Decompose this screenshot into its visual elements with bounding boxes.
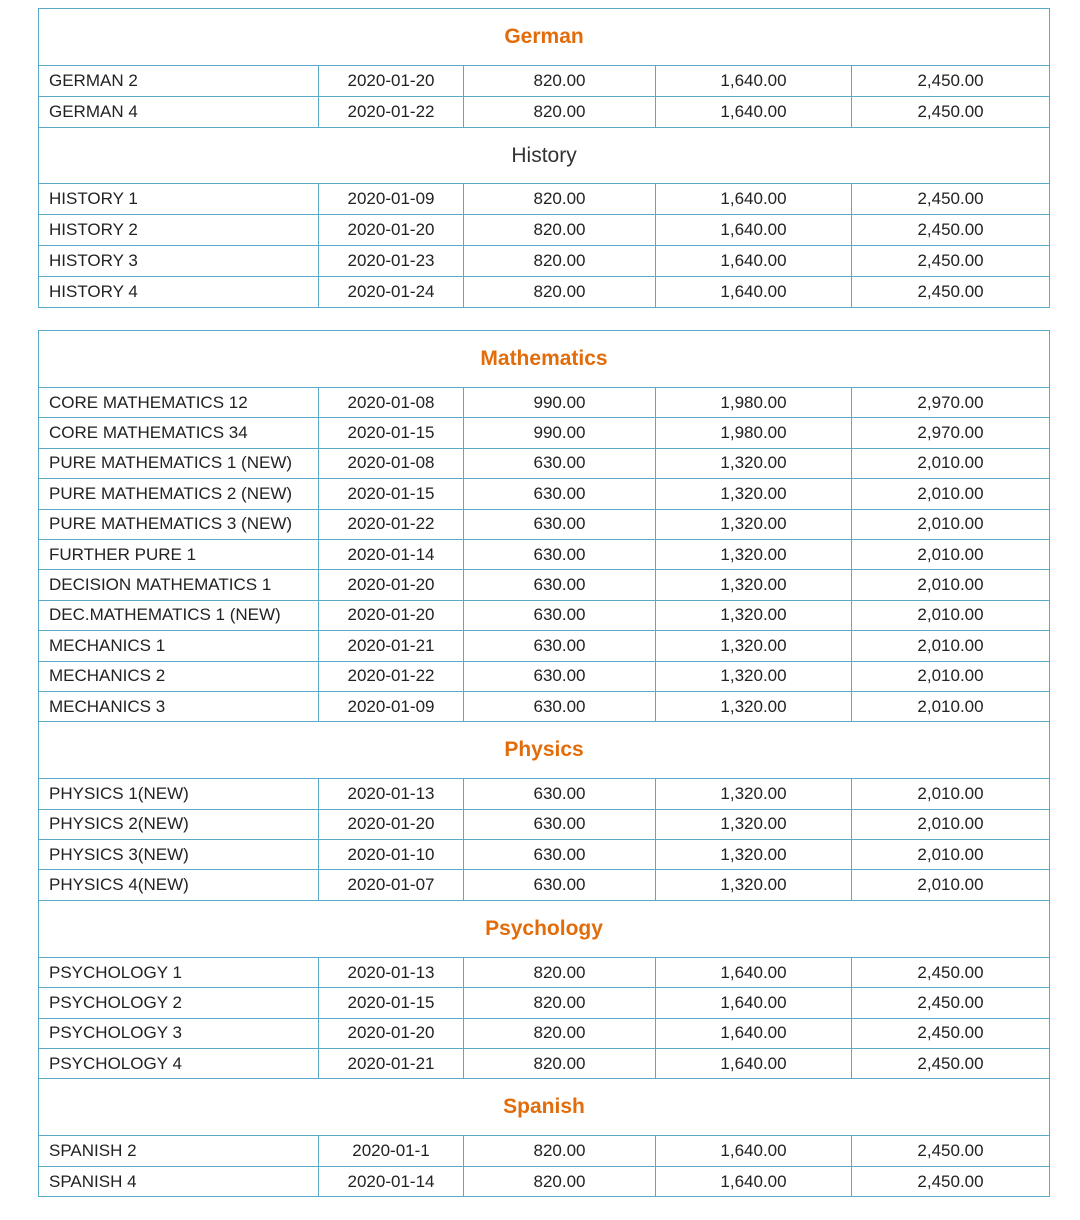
fee-cell: 1,320.00	[656, 691, 852, 721]
date-cell: 2020-01-09	[319, 691, 464, 721]
fee-cell: 1,980.00	[656, 418, 852, 448]
table-row	[39, 66, 1050, 97]
fee-cell: 2,010.00	[852, 840, 1050, 870]
section-header-row	[39, 9, 1050, 66]
fee-cell: 820.00	[464, 1049, 656, 1079]
table-row	[39, 448, 1050, 478]
fee-cell: 2,010.00	[852, 631, 1050, 661]
section-header-row	[39, 900, 1050, 957]
table-row	[39, 1018, 1050, 1048]
date-cell: 2020-01-20	[319, 66, 464, 97]
fee-cell: 2,010.00	[852, 600, 1050, 630]
subject-cell: CORE MATHEMATICS 34	[39, 418, 319, 448]
fee-cell: 2,010.00	[852, 870, 1050, 900]
table-row	[39, 509, 1050, 539]
fee-cell: 2,450.00	[852, 215, 1050, 246]
date-cell: 2020-01-20	[319, 215, 464, 246]
table-row	[39, 277, 1050, 308]
fee-cell: 1,320.00	[656, 600, 852, 630]
fee-cell: 2,970.00	[852, 388, 1050, 418]
section-title-history: History	[39, 128, 1050, 184]
fee-cell: 1,640.00	[656, 66, 852, 97]
fee-cell: 820.00	[464, 1136, 656, 1166]
date-cell: 2020-01-1	[319, 1136, 464, 1166]
fee-cell: 1,980.00	[656, 388, 852, 418]
fee-cell: 1,320.00	[656, 870, 852, 900]
fee-cell: 820.00	[464, 988, 656, 1018]
fee-cell: 2,010.00	[852, 509, 1050, 539]
table-row	[39, 691, 1050, 721]
fee-cell: 2,010.00	[852, 691, 1050, 721]
fee-cell: 2,450.00	[852, 246, 1050, 277]
date-cell: 2020-01-10	[319, 840, 464, 870]
date-cell: 2020-01-15	[319, 988, 464, 1018]
section-title-physics: Physics	[39, 722, 1050, 779]
date-cell: 2020-01-22	[319, 509, 464, 539]
fee-cell: 2,010.00	[852, 570, 1050, 600]
subject-cell: PSYCHOLOGY 4	[39, 1049, 319, 1079]
table-row	[39, 184, 1050, 215]
fee-cell: 1,320.00	[656, 448, 852, 478]
section-header-row	[39, 722, 1050, 779]
exam-fees-table-bottom	[38, 330, 1050, 1197]
subject-cell: SPANISH 4	[39, 1166, 319, 1196]
table-row	[39, 779, 1050, 809]
fee-cell: 2,450.00	[852, 1136, 1050, 1166]
fee-cell: 2,450.00	[852, 957, 1050, 987]
fee-cell: 1,640.00	[656, 215, 852, 246]
subject-cell: HISTORY 1	[39, 184, 319, 215]
fee-cell: 820.00	[464, 957, 656, 987]
fee-cell: 2,450.00	[852, 1018, 1050, 1048]
date-cell: 2020-01-15	[319, 479, 464, 509]
fee-cell: 2,010.00	[852, 539, 1050, 569]
subject-cell: DECISION MATHEMATICS 1	[39, 570, 319, 600]
fee-cell: 2,010.00	[852, 809, 1050, 839]
subject-cell: MECHANICS 2	[39, 661, 319, 691]
fee-cell: 1,640.00	[656, 277, 852, 308]
subject-cell: PHYSICS 3(NEW)	[39, 840, 319, 870]
section-header-row	[39, 128, 1050, 184]
fee-cell: 2,450.00	[852, 1049, 1050, 1079]
fee-cell: 630.00	[464, 661, 656, 691]
fee-cell: 2,450.00	[852, 988, 1050, 1018]
section-header-row	[39, 331, 1050, 388]
table-row	[39, 97, 1050, 128]
fee-cell: 1,320.00	[656, 779, 852, 809]
fee-cell: 1,320.00	[656, 631, 852, 661]
date-cell: 2020-01-08	[319, 388, 464, 418]
fee-cell: 630.00	[464, 840, 656, 870]
date-cell: 2020-01-22	[319, 97, 464, 128]
table-row	[39, 1166, 1050, 1196]
fee-cell: 1,320.00	[656, 840, 852, 870]
table-row	[39, 600, 1050, 630]
date-cell: 2020-01-15	[319, 418, 464, 448]
table-row	[39, 1136, 1050, 1166]
fee-cell: 1,640.00	[656, 988, 852, 1018]
fee-cell: 820.00	[464, 215, 656, 246]
fee-cell: 630.00	[464, 779, 656, 809]
date-cell: 2020-01-14	[319, 1166, 464, 1196]
fee-cell: 820.00	[464, 1166, 656, 1196]
date-cell: 2020-01-24	[319, 277, 464, 308]
fee-cell: 2,450.00	[852, 184, 1050, 215]
date-cell: 2020-01-13	[319, 957, 464, 987]
fee-cell: 2,450.00	[852, 97, 1050, 128]
fee-cell: 1,320.00	[656, 539, 852, 569]
subject-cell: HISTORY 4	[39, 277, 319, 308]
date-cell: 2020-01-21	[319, 1049, 464, 1079]
section-title-spanish: Spanish	[39, 1079, 1050, 1136]
table-row	[39, 215, 1050, 246]
subject-cell: HISTORY 2	[39, 215, 319, 246]
section-header-row	[39, 1079, 1050, 1136]
table-row	[39, 661, 1050, 691]
table-row	[39, 539, 1050, 569]
fee-cell: 820.00	[464, 184, 656, 215]
fee-cell: 1,320.00	[656, 479, 852, 509]
section-title-german: German	[39, 9, 1050, 66]
fee-cell: 630.00	[464, 448, 656, 478]
fee-cell: 1,640.00	[656, 1166, 852, 1196]
subject-cell: CORE MATHEMATICS 12	[39, 388, 319, 418]
date-cell: 2020-01-13	[319, 779, 464, 809]
section-title-psychology: Psychology	[39, 900, 1050, 957]
fee-cell: 1,640.00	[656, 1018, 852, 1048]
fee-cell: 990.00	[464, 418, 656, 448]
section-title-mathematics: Mathematics	[39, 331, 1050, 388]
fee-cell: 1,640.00	[656, 957, 852, 987]
subject-cell: PSYCHOLOGY 3	[39, 1018, 319, 1048]
subject-cell: PURE MATHEMATICS 2 (NEW)	[39, 479, 319, 509]
date-cell: 2020-01-09	[319, 184, 464, 215]
table-row	[39, 388, 1050, 418]
subject-cell: PURE MATHEMATICS 3 (NEW)	[39, 509, 319, 539]
subject-cell: PHYSICS 4(NEW)	[39, 870, 319, 900]
date-cell: 2020-01-20	[319, 809, 464, 839]
subject-cell: MECHANICS 3	[39, 691, 319, 721]
date-cell: 2020-01-22	[319, 661, 464, 691]
table-row	[39, 1049, 1050, 1079]
exam-fees-table-top	[38, 8, 1050, 308]
fee-cell: 820.00	[464, 97, 656, 128]
subject-cell: FURTHER PURE 1	[39, 539, 319, 569]
fee-cell: 2,010.00	[852, 448, 1050, 478]
fee-cell: 2,010.00	[852, 661, 1050, 691]
fee-cell: 2,010.00	[852, 779, 1050, 809]
fee-cell: 1,320.00	[656, 570, 852, 600]
subject-cell: PHYSICS 2(NEW)	[39, 809, 319, 839]
fee-cell: 2,010.00	[852, 479, 1050, 509]
fee-cell: 630.00	[464, 509, 656, 539]
table-row	[39, 418, 1050, 448]
subject-cell: DEC.MATHEMATICS 1 (NEW)	[39, 600, 319, 630]
fee-cell: 630.00	[464, 809, 656, 839]
date-cell: 2020-01-20	[319, 600, 464, 630]
date-cell: 2020-01-08	[319, 448, 464, 478]
fee-cell: 820.00	[464, 66, 656, 97]
fee-cell: 630.00	[464, 691, 656, 721]
fee-cell: 1,320.00	[656, 661, 852, 691]
table-row	[39, 479, 1050, 509]
subject-cell: GERMAN 4	[39, 97, 319, 128]
table-row	[39, 809, 1050, 839]
fee-cell: 630.00	[464, 870, 656, 900]
subject-cell: GERMAN 2	[39, 66, 319, 97]
table-row	[39, 840, 1050, 870]
table-row	[39, 570, 1050, 600]
table-row	[39, 246, 1050, 277]
fee-cell: 1,640.00	[656, 97, 852, 128]
fee-cell: 630.00	[464, 600, 656, 630]
fee-cell: 2,450.00	[852, 1166, 1050, 1196]
fee-cell: 630.00	[464, 479, 656, 509]
fee-cell: 990.00	[464, 388, 656, 418]
date-cell: 2020-01-20	[319, 570, 464, 600]
fee-cell: 820.00	[464, 1018, 656, 1048]
fee-cell: 1,320.00	[656, 809, 852, 839]
fee-cell: 630.00	[464, 631, 656, 661]
fee-cell: 2,970.00	[852, 418, 1050, 448]
date-cell: 2020-01-20	[319, 1018, 464, 1048]
fee-cell: 2,450.00	[852, 277, 1050, 308]
fee-cell: 1,320.00	[656, 509, 852, 539]
date-cell: 2020-01-14	[319, 539, 464, 569]
subject-cell: SPANISH 2	[39, 1136, 319, 1166]
fee-cell: 820.00	[464, 277, 656, 308]
fee-cell: 1,640.00	[656, 1049, 852, 1079]
subject-cell: MECHANICS 1	[39, 631, 319, 661]
table-row	[39, 988, 1050, 1018]
subject-cell: PHYSICS 1(NEW)	[39, 779, 319, 809]
date-cell: 2020-01-07	[319, 870, 464, 900]
table-row	[39, 957, 1050, 987]
subject-cell: PURE MATHEMATICS 1 (NEW)	[39, 448, 319, 478]
fee-cell: 1,640.00	[656, 1136, 852, 1166]
table-row	[39, 631, 1050, 661]
fee-cell: 630.00	[464, 539, 656, 569]
fee-cell: 820.00	[464, 246, 656, 277]
fee-cell: 1,640.00	[656, 184, 852, 215]
fee-cell: 2,450.00	[852, 66, 1050, 97]
fee-cell: 630.00	[464, 570, 656, 600]
subject-cell: HISTORY 3	[39, 246, 319, 277]
fee-cell: 1,640.00	[656, 246, 852, 277]
date-cell: 2020-01-23	[319, 246, 464, 277]
subject-cell: PSYCHOLOGY 1	[39, 957, 319, 987]
table-row	[39, 870, 1050, 900]
subject-cell: PSYCHOLOGY 2	[39, 988, 319, 1018]
date-cell: 2020-01-21	[319, 631, 464, 661]
